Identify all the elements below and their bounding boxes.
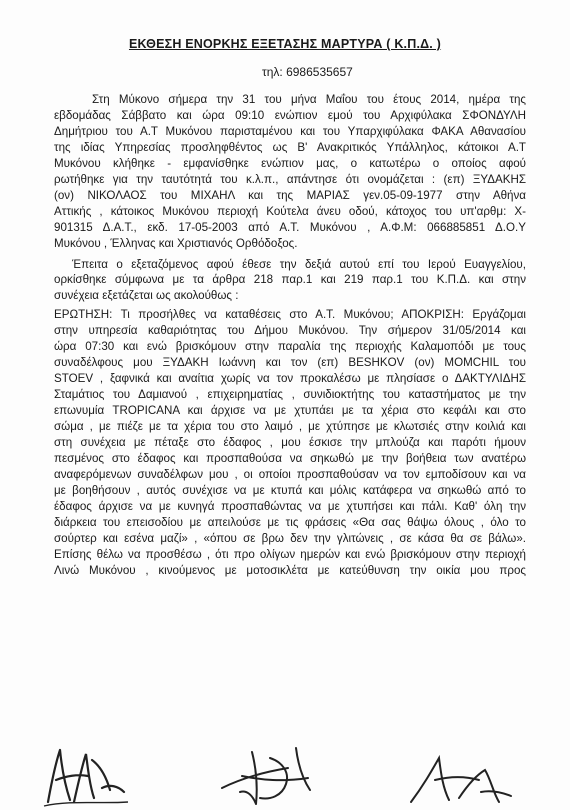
text-line: ΕΡΩΤΗΣΗ: Τι προσήλθες να καταθέσεις στο Α.Τ. Μυκόνου; ΑΠΟΚΡΙΣΗ: Εργάζομαι <box>54 308 526 322</box>
text-line: σούρτερ και εσένα μαζί» , «όπου σε βρω δεν την γλιτώνεις , σε κάσα θα σε βάλω». <box>54 531 526 545</box>
text-line: ρωτήθηκε για την ταυτότητά του κ.λ.π., απάντησε ότι ονομάζεται : (επ) ΞΥΔΑΚΗΣ <box>54 172 526 186</box>
text-line: STOEV , ξαφνικά και αναίτια χωρίς να τον προκαλέσω με πλησίασε ο ΔΑΚΤΥΛΙΔΗΣ <box>54 372 526 386</box>
text-line: Επίσης θέλω να προσθέσω , ότι προ ολίγων ημερών και ενώ βρισκόμουν στην περιοχή <box>54 547 526 561</box>
text-line: Σταμάτιος του Δαμιανού , επιχειρηματίας , συνιδιοκτήτης του καταστήματος με την <box>54 388 526 402</box>
text-line: με βοηθήσουν , αυτός συνέχισε να με κτυπά και μόλις κατάφερα να σηκωθώ από το <box>54 483 526 497</box>
text-line: (ον) ΝΙΚΟΛΑΟΣ του ΜΙΧΑΗΛ και της ΜΑΡΙΑΣ γεν.05-09-1977 στην Αθήνα <box>54 188 526 202</box>
text-line: Δημήτριου του Α.Τ Μυκόνου παρισταμένου και του Υπαρχιφύλακα ΦΑΚΑ Αθανασίου <box>54 124 526 138</box>
text-line: Έπειτα ο εξεταζόμενος αφού έθεσε την δεξιά αυτού επί του Ιερού Ευαγγελίου, <box>72 257 526 271</box>
signature-left-icon <box>40 740 130 810</box>
document-body <box>54 92 526 579</box>
text-line: σώμα , με πιέζε με τα χέρια του στο λαιμό , με χτύπησε με κλωτσιές στην κοιλιά και <box>54 420 526 434</box>
text-line: έδαφος άρχισε να με κυνηγά προσπαθώντας να με χτυπήσει και πάλι. Καθ' όλη την <box>54 499 526 513</box>
text-line: 901315 Δ.Α.Τ., εκδ. 17-05-2003 από Α.Τ. Μυκόνου , Α.Φ.Μ: 066885851 Δ.Ο.Υ <box>54 220 526 234</box>
text-line: διάρκεια του επεισοδίου με απειλούσε με τις φράσεις «Θα σας θάψω όλους , όλο το <box>54 515 526 529</box>
text-line: συνέχεια εξετάζεται ως ακολούθως : <box>54 289 239 303</box>
phone-number: τηλ: 6986535657 <box>262 65 353 79</box>
signature-middle-icon <box>212 738 322 810</box>
text-line: ώρα 07:30 και ενώ βρισκόμουν στην παραλία της περιοχής Καλαμοπόδι με τους <box>54 340 526 354</box>
text-line: Αττικής , κάτοικος Μυκόνου περιοχή Κούτελα άνευ οδού, κάτοχος του υπ'αρθμ: Χ- <box>54 204 526 218</box>
text-line: ορκίσθηκε σύμφωνα με τα άρθρα 218 παρ.1 και 219 παρ.1 του Κ.Π.Δ. και στην <box>54 273 526 287</box>
text-line: στην υπηρεσία καθαριότητας του Δήμου Μυκόνου. Την σήμερον 31/05/2014 και <box>54 324 526 338</box>
text-line: στη συνέχεια με πέταξε στο έδαφος , μου έσκισε την μπλούζα και παρότι ήμουν <box>54 436 526 450</box>
text-line: εβδομάδας Σάββατο και ώρα 09:10 ενώπιον εμού του Αρχιφύλακα ΣΦΟΝΔΥΛΗ <box>54 108 526 122</box>
text-line: Μυκόνου , Έλληνας και Χριστιανός Ορθόδοξος. <box>54 236 298 250</box>
text-line: Λινώ Μυκόνου , κινούμενος με μοτοσικλέτα με κατεύθυνση την οικία μου προς <box>54 563 526 577</box>
text-line: της ιδίας Υπηρεσίας προσληφθέντος ως Β' Ανακριτικός Υπάλληλος, κάτοικοι Α.Τ <box>54 140 526 154</box>
text-line: συναδέλφους μου ΞΥΔΑΚΗ Ιωάννη και τον (επ) BESHKOV (ον) MOMCHIL του <box>54 356 526 370</box>
document-title: ΕΚΘΕΣΗ ΕΝΟΡΚΗΣ ΕΞΕΤΑΣΗΣ ΜΑΡΤΥΡΑ ( Κ.Π.Δ. ) <box>128 37 442 51</box>
text-line: πεσμένος στο έδαφος και προσπαθούσα να σηκωθώ με την βοήθεια των ανατέρω <box>54 451 526 465</box>
text-line: Μυκόνου κλήθηκε - εμφανίσθηκε ενώπιον μας, ο κατωτέρω ο οποίος αφού <box>54 156 526 170</box>
text-line: αναφερόμενων συναδέλφων μου , οι οποίοι προσπαθούσαν να τον εμποδίσουν και να <box>54 467 526 481</box>
text-line: επωνυμία TROPICANA και άρχισε να με χτυπάει με τα χέρια στο κεφάλι και στο <box>54 404 526 418</box>
text-line: Στη Μύκονο σήμερα την 31 του μήνα Μαΐου του έτους 2014, ημέρα της <box>92 93 526 106</box>
signature-right-icon <box>405 746 515 810</box>
